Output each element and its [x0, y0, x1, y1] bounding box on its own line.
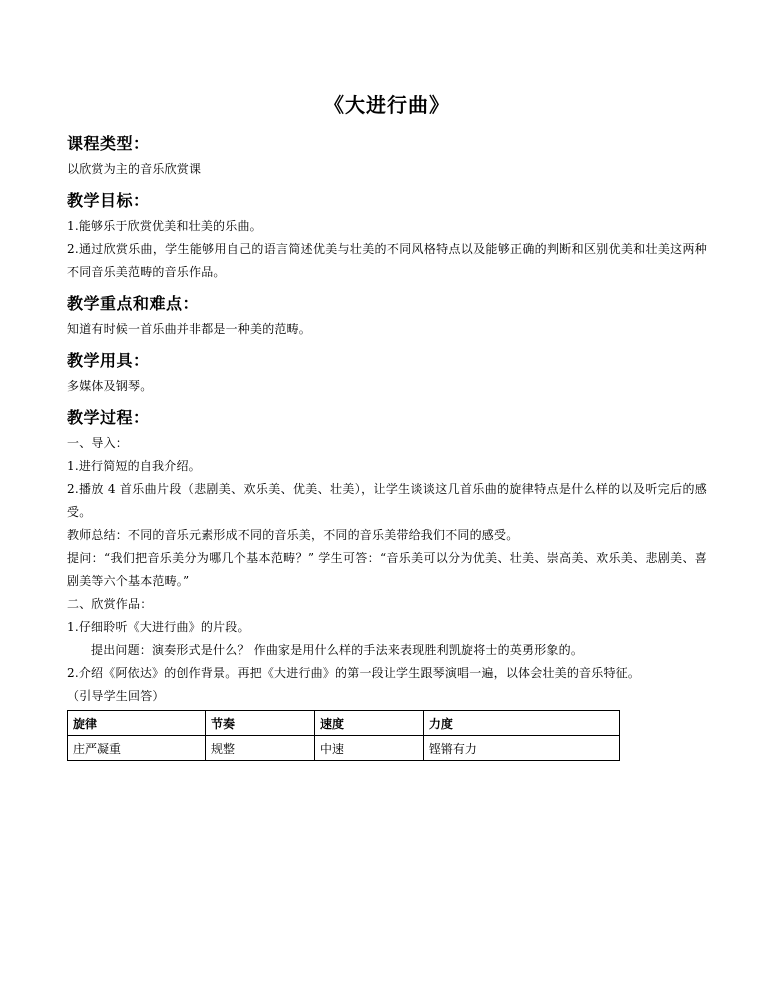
paragraph: 以欣赏为主的音乐欣赏课 — [67, 162, 202, 176]
table-cell: 规整 — [206, 736, 315, 761]
paragraph: 提问：“我们把音乐美分为哪几个基本范畴？” 学生可答：“音乐美可以分为优美、壮美、崇高美、欢乐美、悲剧美、喜剧美等六个基本范畴。” — [67, 551, 707, 588]
section-process — [67, 404, 707, 761]
paragraph: 1.能够乐于欣赏优美和壮美的乐曲。 — [67, 219, 262, 233]
music-features-table — [67, 710, 620, 761]
paragraph: 多媒体及钢琴。 — [67, 379, 153, 393]
paragraph: （引导学生回答） — [67, 689, 165, 703]
document-page — [67, 90, 707, 767]
paragraph: 1.仔细聆听《大进行曲》的片段。 — [67, 620, 250, 634]
section-tools — [67, 347, 707, 398]
section-heading: 教学过程： — [67, 408, 150, 427]
paragraph: 二、欣赏作品： — [67, 597, 153, 611]
table-cell: 庄严凝重 — [68, 736, 206, 761]
section-heading: 教学用具： — [67, 351, 150, 370]
table-header-row — [68, 711, 620, 736]
table-header-cell: 旋律 — [68, 711, 206, 736]
paragraph: 1.进行简短的自我介绍。 — [67, 459, 201, 473]
paragraph: 2.通过欣赏乐曲，学生能够用自己的语言简述优美与壮美的不同风格特点以及能够正确的判断和区别优美和壮美这两种不同音乐美范畴的音乐作品。 — [67, 242, 707, 279]
table-header-cell: 速度 — [314, 711, 423, 736]
table-header-cell: 节奏 — [206, 711, 315, 736]
section-heading: 课程类型： — [67, 134, 150, 153]
section-heading: 教学重点和难点： — [67, 294, 200, 313]
section-heading: 教学目标： — [67, 191, 150, 210]
section-goals — [67, 187, 707, 284]
page-title: 《大进行曲》 — [324, 93, 450, 117]
paragraph: 一、导入： — [67, 436, 129, 450]
table-row — [68, 736, 620, 761]
paragraph-indented: 提出问题：演奏形式是什么？ 作曲家是用什么样的手法来表现胜利凯旋将士的英勇形象的。 — [91, 643, 584, 657]
section-course-type — [67, 130, 707, 181]
table-cell: 铿锵有力 — [423, 736, 619, 761]
section-key-points — [67, 290, 707, 341]
paragraph: 2.播放 4 首乐曲片段（悲剧美、欢乐美、优美、壮美），让学生谈谈这几首乐曲的旋律特点是什么样的以及听完后的感受。 — [67, 482, 707, 519]
table-cell: 中速 — [314, 736, 423, 761]
table-header-cell: 力度 — [423, 711, 619, 736]
paragraph: 教师总结：不同的音乐元素形成不同的音乐美，不同的音乐美带给我们不同的感受。 — [67, 528, 519, 542]
paragraph: 知道有时候一首乐曲并非都是一种美的范畴。 — [67, 322, 312, 336]
paragraph: 2.介绍《阿依达》的创作背景。再把《大进行曲》的第一段让学生跟琴演唱一遍，以体会壮美的音乐特征。 — [67, 666, 641, 680]
